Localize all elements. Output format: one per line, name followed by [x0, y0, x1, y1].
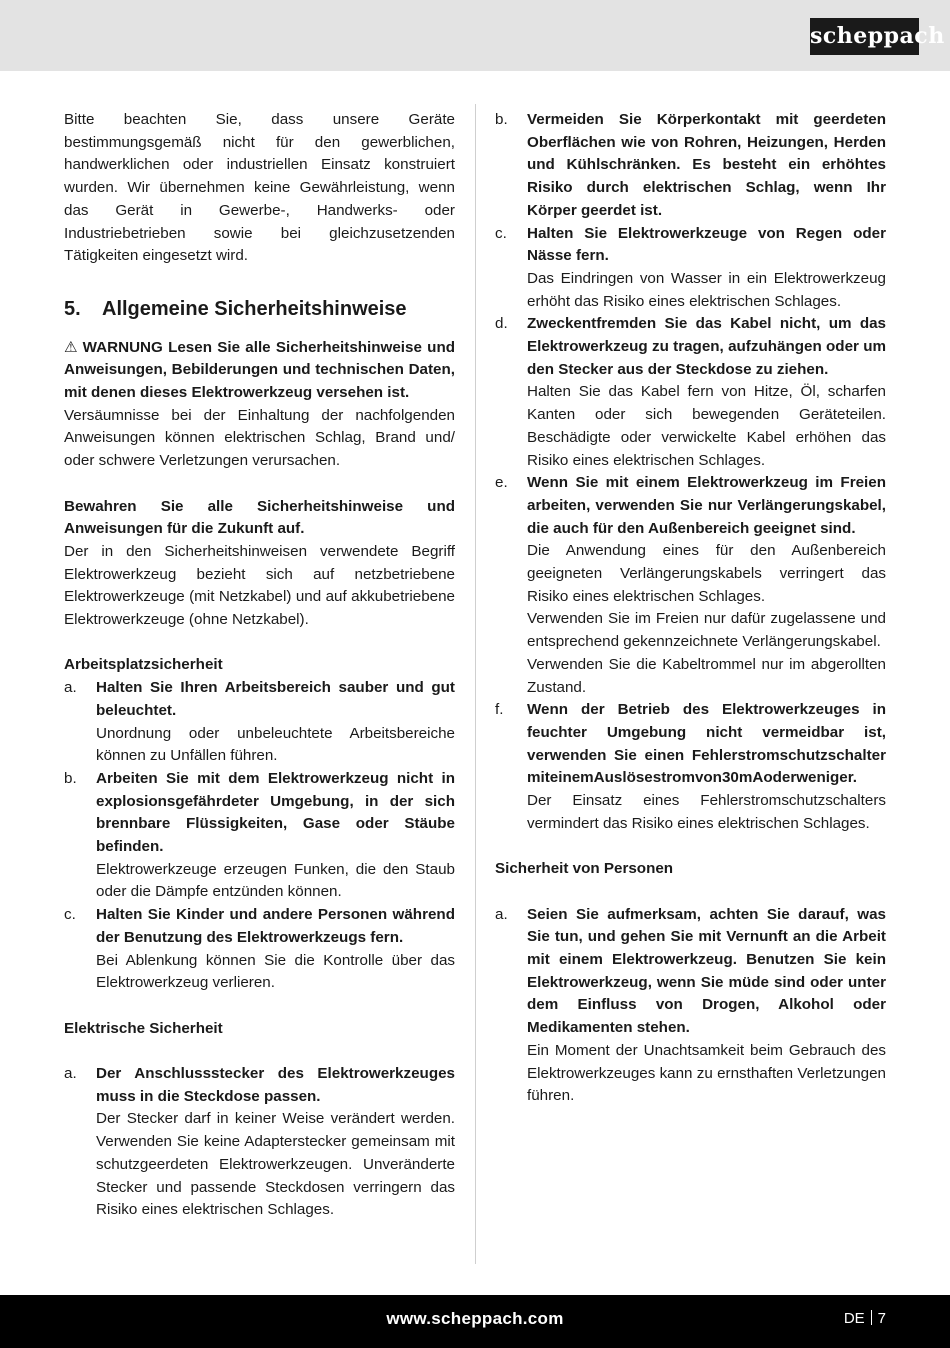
list-item-bold: Zweckentfremden Sie das Kabel nicht, um das Elektrowerkzeug zu tragen, aufzuhängen oder um den Stecker aus der Steckdose zu ziehen. — [527, 315, 886, 378]
list-item — [495, 223, 886, 314]
list-item — [495, 472, 886, 699]
list-item-text: Unordnung oder unbeleuchtete Arbeitsbereiche können zu Unfällen führen. — [96, 724, 455, 765]
column-divider — [475, 104, 476, 1264]
section-heading — [64, 295, 455, 323]
list-item — [64, 677, 455, 768]
page-separator — [871, 1310, 872, 1325]
list-item-bold: Halten Sie Elektrowerkzeuge von Regen oder Nässe fern. — [527, 224, 886, 265]
list-item-label: a. — [64, 679, 77, 697]
list-item-bold: Wenn Sie mit einem Elektrowerkzeug im Freien arbeiten, verwenden Sie nur Verlängerungskabel, die auch für den Außenbereich geeignet sind. — [527, 474, 886, 537]
list-item-label: b. — [495, 111, 508, 128]
warning-triangle-icon: ⚠ — [64, 338, 79, 356]
list-item-label: a. — [64, 1065, 77, 1083]
list-item-bold: Arbeiten Sie mit dem Elektrowerkzeug nicht in explosionsgefährdeter Umgebung, in der sich brennbare Flüssigkeiten, Gase oder Stäube befinden. — [96, 769, 455, 856]
list-item — [495, 313, 886, 472]
list-item-label: f. — [495, 701, 504, 719]
list-item-bold: Vermeiden Sie Körperkontakt mit geerdeten Oberflächen wie von Rohren, Heizungen, Herden und Kühlschränken. Es besteht ein erhöhtes Risiko durch elektrischen Schlag, wenn Ihr Körper geerdet ist. — [527, 111, 886, 219]
page-indicator — [844, 1310, 886, 1327]
list-item-label: a. — [495, 905, 508, 923]
language-code: DE — [843, 1310, 865, 1327]
website-url: www.scheppach.com — [386, 1309, 564, 1328]
list-item — [495, 699, 886, 835]
list-item — [64, 904, 455, 995]
list-item-text: Halten Sie das Kabel fern von Hitze, Öl, scharfen Kanten oder sich bewegenden Geräteteilen. Beschädigte oder verwickelte Kabel erhöhen das Risiko eines elektrischen Schlages. — [527, 383, 886, 469]
list-item-text: Elektrowerkzeuge erzeugen Funken, die den Staub oder die Dämpfe entzünden können. — [96, 860, 455, 901]
left-column — [64, 109, 455, 1222]
list-item-text: Verwenden Sie die Kabeltrommel nur im abgerollten Zustand. — [527, 655, 886, 696]
list-item-text: Das Eindringen von Wasser in ein Elektrowerkzeug erhöht das Risiko eines elektrischen Schlages. — [527, 269, 886, 310]
list-item — [64, 1063, 455, 1222]
list-item-bold: Der Anschlussstecker des Elektrowerkzeuges muss in die Steckdose passen. — [96, 1065, 455, 1105]
intro-paragraph: Bitte beachten Sie, dass unsere Geräte bestimmungsgemäß nicht für den gewerblichen, handwerklichen oder industriellen Einsatz konstruiert wurden. Wir übernehmen keine Gewährleistung, wenn das Gerät in Gewerbe-, Handwerks- oder Industriebetrieben sowie bei gleichzusetzenden Tätigkeiten eingesetzt wird. — [64, 111, 455, 265]
warning-bold-text: WARNUNG Lesen Sie alle Sicherheitshinweise und Anweisungen, Bebilderungen und technischen Daten, mit denen dieses Elektrowerkzeug versehen ist. — [64, 338, 456, 402]
list-item-bold: Halten Sie Kinder und andere Personen während der Benutzung des Elektrowerkzeugs fern. — [96, 906, 455, 946]
list-item-label: d. — [495, 315, 508, 333]
list-item-label: e. — [495, 474, 508, 492]
warning-text: Versäumnisse bei der Einhaltung der nachfolgenden Anweisungen können elektrischen Schlag, Brand und/ oder schwere Verletzungen verursachen. — [64, 406, 455, 470]
list-item-text: Bei Ablenkung können Sie die Kontrolle über das Elektrowerkzeug verlieren. — [96, 951, 455, 992]
footer-bar — [0, 1295, 950, 1348]
list-item-label: b. — [64, 769, 77, 787]
list-item-text: Verwenden Sie im Freien nur dafür zugelassene und entsprechend gekennzeichnete Verlängerungskabel. — [527, 610, 886, 651]
work-area-heading: Arbeitsplatzsicherheit — [64, 656, 223, 674]
list-item — [495, 904, 886, 1108]
header-bar — [0, 0, 950, 71]
section-number: 5. — [64, 297, 81, 320]
list-item — [64, 768, 455, 904]
keep-instructions-bold: Bewahren Sie alle Sicherheitshinweise und Anweisungen für die Zukunft auf. — [64, 497, 455, 538]
scheppach-logo: scheppach — [810, 18, 919, 55]
list-item-text: Der Stecker darf in keiner Weise verändert werden. Verwenden Sie keine Adapterstecker gemeinsam mit schutzgeerdeten Elektrowerkzeugen. Unveränderte Stecker und passende Steckdosen verringern das Risiko eines elektrischen Schlages. — [96, 1110, 455, 1219]
section-title: Allgemeine Sicherheitshinweise — [102, 297, 407, 320]
page-number: 7 — [877, 1310, 886, 1327]
list-item-bold: Halten Sie Ihren Arbeitsbereich sauber und gut beleuchtet. — [96, 679, 455, 719]
keep-instructions-text: Der in den Sicherheitshinweisen verwendete Begriff Elektrowerkzeug bezieht sich auf netzbetriebene Elektrowerkzeuge (mit Netzkabel) und auf akkubetriebene Elektrowerkzeuge (ohne Netzkabel). — [64, 542, 455, 629]
list-item-label: c. — [495, 224, 507, 242]
list-item-bold: Wenn der Betrieb des Elektrowerkzeuges in feuchter Umgebung nicht vermeidbar ist, verwenden Sie einen Fehlerstromschutzschalter miteinemAuslösestromvon30mAoderweniger. — [527, 701, 886, 787]
right-column — [495, 109, 886, 1108]
electrical-safety-heading: Elektrische Sicherheit — [64, 1019, 223, 1037]
list-item-text: Ein Moment der Unachtsamkeit beim Gebrauch des Elektrowerkzeuges kann zu ernsthaften Verletzungen führen. — [527, 1041, 886, 1105]
personal-safety-heading: Sicherheit von Personen — [495, 860, 674, 878]
list-item-text: Der Einsatz eines Fehlerstromschutzschalters vermindert das Risiko eines elektrischen Schlages. — [527, 792, 886, 832]
list-item-label: c. — [64, 906, 76, 924]
list-item-text: Die Anwendung eines für den Außenbereich geeigneten Verlängerungskabels verringert das Risiko eines elektrischen Schlages. — [527, 542, 886, 605]
list-item — [495, 109, 886, 223]
list-item-bold: Seien Sie aufmerksam, achten Sie darauf, was Sie tun, und gehen Sie mit Vernunft an die Arbeit mit einem Elektrowerkzeug. Benutzen Sie kein Elektrowerkzeug, wenn Sie müde sind oder unter dem Einfluss von Drogen, Alkohol oder Medikamenten stehen. — [527, 905, 886, 1037]
warning-notice — [64, 337, 455, 405]
